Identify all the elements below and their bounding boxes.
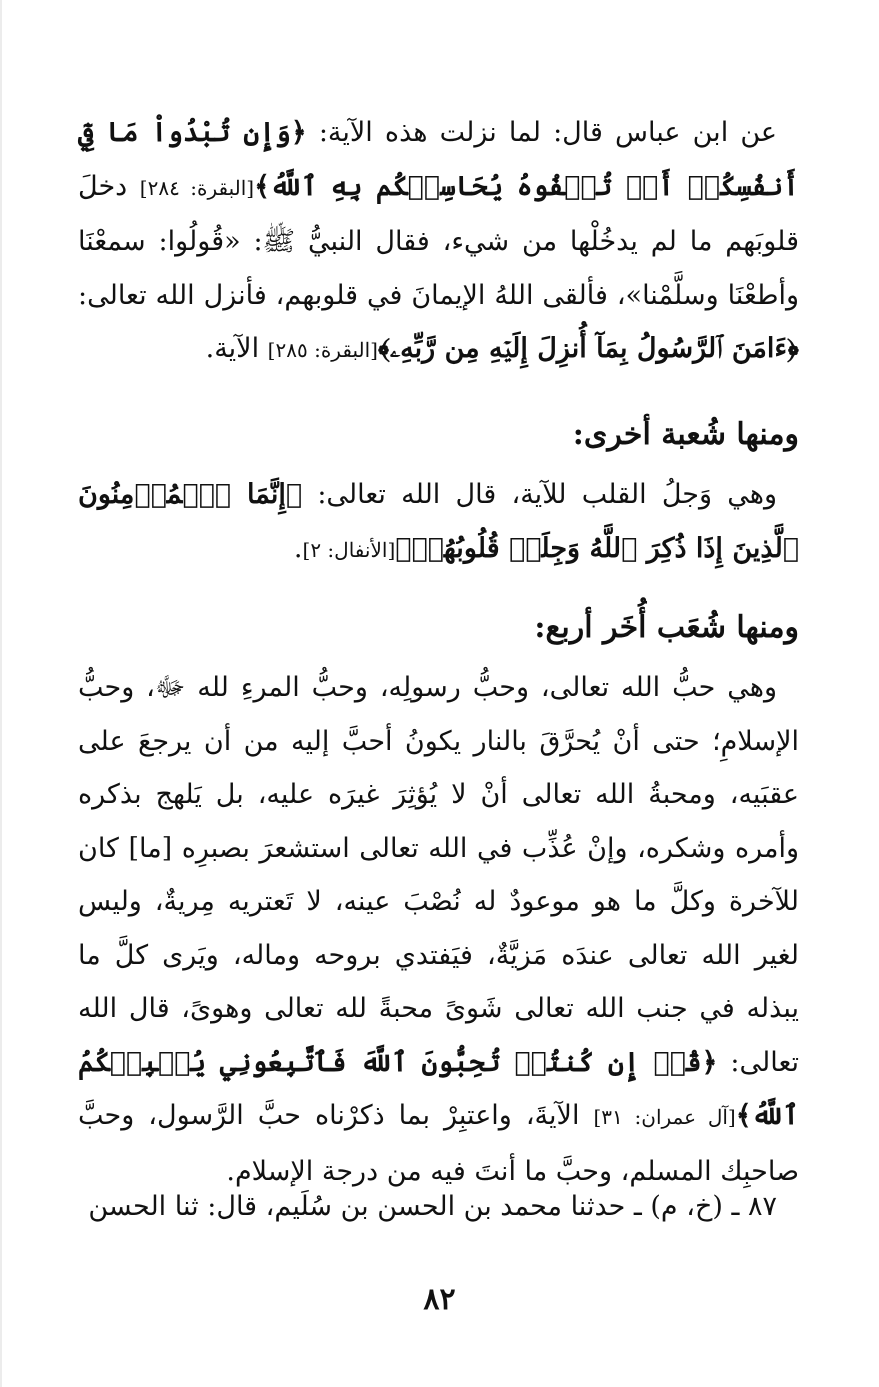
quran-verse: ﴿إِنَّمَا ٱلۡمُؤۡمِنُونَ ٱلَّذِينَ إِذَا ذُكِرَ ٱللَّهُ وَجِلَتۡ قُلُوبُهُمۡ﴾ [78,479,799,564]
paragraph-wajal [78,468,799,577]
quran-verse: ﴿وَإِن تُبْدُواْ مَا فِيٓ أَنفُسِكُمۡ أَوۡ تُخۡفُوهُ يُحَاسِبۡكُم بِهِ ٱللَّهُ﴾ [78,117,799,202]
paragraph-love [78,661,799,1198]
verse-reference: [الأنفال: ٢] [302,537,396,562]
quran-verse: ﴿ءَامَنَ ٱلرَّسُولُ بِمَآ أُنزِلَ إِلَيۡهِ مِن رَّبِّهِۦ﴾ [377,333,799,364]
paragraph-text: الآيةَ، واعتبِرْ بما ذكرْناه حبَّ الرَّسول، وحبَّ صاحبِك المسلم، وحبَّ ما أنتَ فيه من درجة الإسلام. [78,1100,799,1187]
paragraph-text: . [293,532,303,564]
hadith-chain-line [78,1180,799,1234]
verse-reference: [آل عمران: ٣١] [593,1105,736,1129]
paragraph-text: وهي وَجلُ القلب للآية، قال الله تعالى: [302,479,777,510]
verse-reference: [البقرة: ٢٨٤] [139,175,255,200]
page-number: ٨٢ [423,1282,456,1317]
section-heading: ومنها شُعَب أُخَر أربع: [534,610,799,645]
paragraph-text: وهي حبُّ الله تعالى، وحبُّ رسولِه، وحبُّ المرءِ لله ﷻ، وحبُّ الإسلامِ؛ حتى أنْ يُحرَّقَ بالنار يكونُ أحبَّ إليه من أن يرجعَ على عقبَيه، ومحبةُ الله تعالى أنْ لا يُؤثِرَ غيرَه عليه، بل يَلهج بذكره وأمره وشكره، وإنْ عُذِّب في الله تعالى استشعرَ بصبرِه [ما] كان للآخرة وكلَّ ما هو موعودٌ له نُصْبَ عينه، لا تَعتريه مِريةٌ، وليس لغير الله تعالى عندَه مَزيَّةٌ، فيَفتدي بروحه وماله، ويَرى كلَّ ما يبذله في جنب الله تعالى شَوىً محبةً لله تعالى وهوىً، قال الله تعالى: [78,672,799,1078]
verse-reference: [البقرة: ٢٨٥] [267,338,378,362]
section-heading: ومنها شُعبة أخرى: [572,417,799,452]
paragraph-text: دخلَ قلوبَهم ما لم يدخُلْها من شيء، فقال النبيُّ ﷺ: «قُولُوا: سمعْنَا وأطعْنَا وسلَّمْنا»، فألقى اللهُ الإيمانَ في قلوبهم، فأنزل الله تعالى: [78,170,799,311]
page-edge [0,0,2,1387]
quran-verse: ﴿قُلۡ إِن كُنتُمۡ تُحِبُّونَ ٱللَّهَ فَٱتَّبِعُونِي يُحۡبِبۡكُمُ ٱللَّهُ﴾ [78,1046,799,1131]
paragraph-ibn-abbas [78,106,799,378]
paragraph-text: عن ابن عباس قال: لما نزلت هذه الآية: [306,117,777,148]
paragraph-text: الآية. [205,333,268,364]
paragraph-text: ٨٧ ـ (خ، م) ـ حدثنا محمد بن الحسن بن سُلَيم، قال: ثنا الحسن [88,1191,777,1222]
